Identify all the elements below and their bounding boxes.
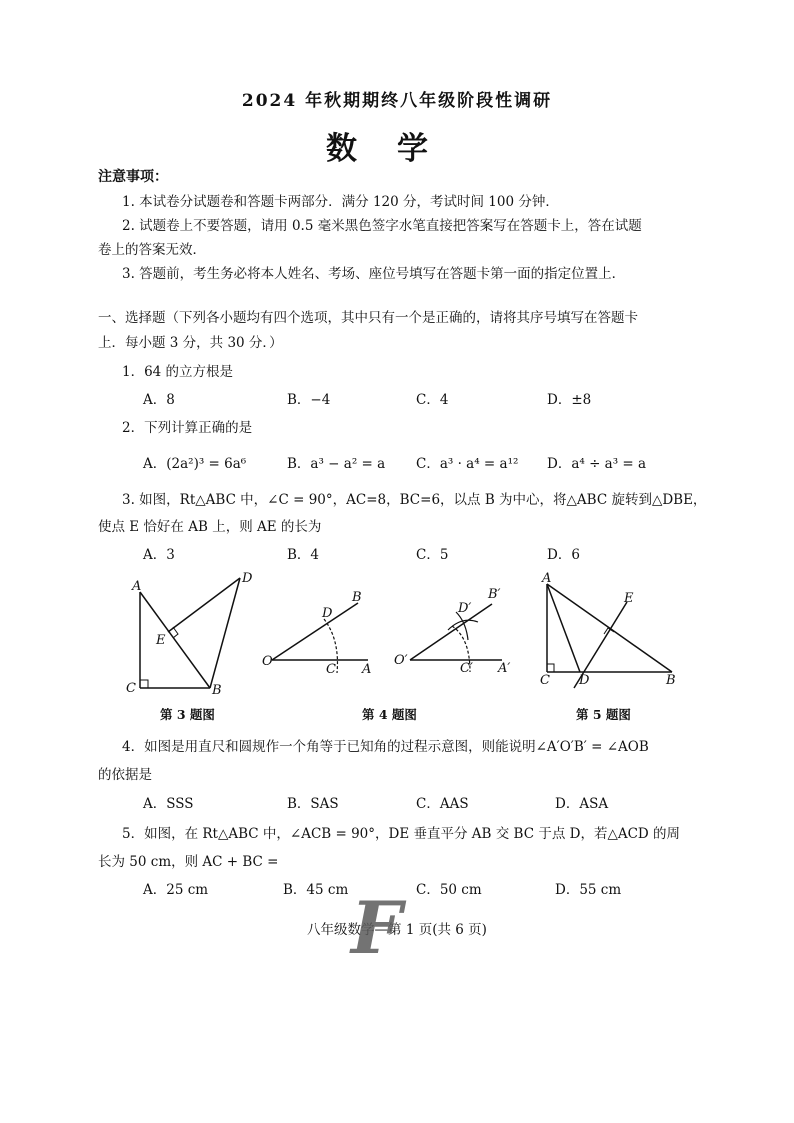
fig3-label-e: E [156, 633, 166, 648]
fig4b-label-o: O′ [394, 653, 408, 668]
figure-5 [532, 572, 692, 692]
q1-option-c: C．4 [416, 392, 449, 408]
q4-option-d: D．ASA [555, 796, 609, 812]
fig4-label-c: C [326, 662, 336, 677]
fig4-label-d: D [322, 606, 333, 621]
fig4b-label-b: B′ [488, 587, 501, 602]
exam-title: 2024 年秋期期终八年级阶段性调研 [241, 91, 553, 111]
figure-5-caption: 第 5 题图 [576, 707, 631, 722]
q3-option-a: A．3 [143, 547, 175, 563]
fig4-label-o: O [262, 654, 273, 669]
figure-3-caption: 第 3 题图 [160, 707, 215, 722]
q2-option-b: B．a³ − a² = a [287, 456, 386, 472]
fig3-label-a: A [132, 579, 142, 594]
q3-option-c: C．5 [416, 547, 449, 563]
notice-item-1: 1. 本试卷分试题卷和答题卡两部分．满分 120 分，考试时间 100 分钟． [122, 194, 559, 210]
question-3-stem-cont: 使点 E 恰好在 AB 上，则 AE 的长为 [98, 519, 322, 535]
fig3-label-b: B [212, 683, 222, 698]
question-4-stem-cont: 的依据是 [98, 767, 152, 783]
section-heading-cont: 上．每小题 3 分，共 30 分．） [98, 335, 283, 351]
q4-option-c: C．AAS [416, 796, 469, 812]
page-footer: 八年级数学—第 1 页(共 6 页) [307, 922, 487, 938]
notice-item-2: 2. 试题卷上不要答题，请用 0.5 毫米黑色签字水笔直接把答案写在答题卡上，答在试题 [122, 218, 642, 234]
fig4-label-a: A [362, 662, 372, 677]
fig4-label-b: B [352, 590, 362, 605]
subject-title: 数学 [326, 131, 468, 167]
fig5-label-c: C [540, 673, 550, 688]
q5-option-b: B．45 cm [283, 882, 349, 898]
fig5-label-e: E [624, 591, 634, 606]
question-1-stem: 1．64 的立方根是 [122, 364, 234, 380]
fig4b-label-d: D′ [458, 601, 472, 616]
fig5-label-d: D [579, 673, 590, 688]
figure-4-original [258, 585, 388, 680]
q4-option-a: A．SSS [143, 796, 194, 812]
section-heading: 一、选择题（下列各小题均有四个选项，其中只有一个是正确的，请将其序号填写在答题卡 [98, 310, 638, 326]
notice-item-2-cont: 卷上的答案无效． [98, 242, 206, 258]
fig3-label-c: C [126, 681, 136, 696]
question-2-stem: 2．下列计算正确的是 [122, 420, 253, 436]
figure-4-caption: 第 4 题图 [362, 707, 417, 722]
q2-option-c: C．a³ · a⁴ = a¹² [416, 456, 519, 472]
question-4-stem: 4．如图是用直尺和圆规作一个角等于已知角的过程示意图，则能说明∠A′O′B′ = ∠AOB [122, 739, 649, 755]
q5-option-c: C．50 cm [416, 882, 482, 898]
notice-heading: 注意事项： [98, 169, 168, 185]
question-5-stem-cont: 长为 50 cm，则 AC + BC = [98, 854, 279, 870]
q4-option-b: B．SAS [287, 796, 339, 812]
q2-option-a: A．(2a²)³ = 6a⁶ [143, 456, 247, 472]
fig5-label-b: B [666, 673, 676, 688]
q5-option-a: A．25 cm [143, 882, 209, 898]
question-5-stem: 5．如图，在 Rt△ABC 中，∠ACB = 90°，DE 垂直平分 AB 交 BC 于点 D，若△ACD 的周 [122, 826, 681, 842]
fig5-label-a: A [542, 572, 552, 586]
notice-item-3: 3. 答题前，考生务必将本人姓名、考场、座位号填写在答题卡第一面的指定位置上． [122, 266, 626, 282]
q1-option-d: D．±8 [547, 392, 592, 408]
figure-4-copy [390, 582, 520, 680]
q3-option-d: D．6 [547, 547, 580, 563]
figure-3 [118, 570, 258, 700]
paper-version-stamp: F [351, 885, 403, 970]
q5-option-d: D．55 cm [555, 882, 622, 898]
fig3-label-d: D [242, 571, 253, 586]
fig4b-label-c: C′ [460, 661, 473, 676]
fig4b-label-a: A′ [498, 661, 511, 676]
question-3-stem: 3. 如图，Rt△ABC 中，∠C = 90°，AC=8，BC=6，以点 B 为中心，将△ABC 旋转到△DBE， [122, 492, 707, 508]
q1-option-b: B．−4 [287, 392, 331, 408]
q1-option-a: A．8 [143, 392, 175, 408]
q2-option-d: D．a⁴ ÷ a³ = a [547, 456, 647, 472]
q3-option-b: B．4 [287, 547, 320, 563]
